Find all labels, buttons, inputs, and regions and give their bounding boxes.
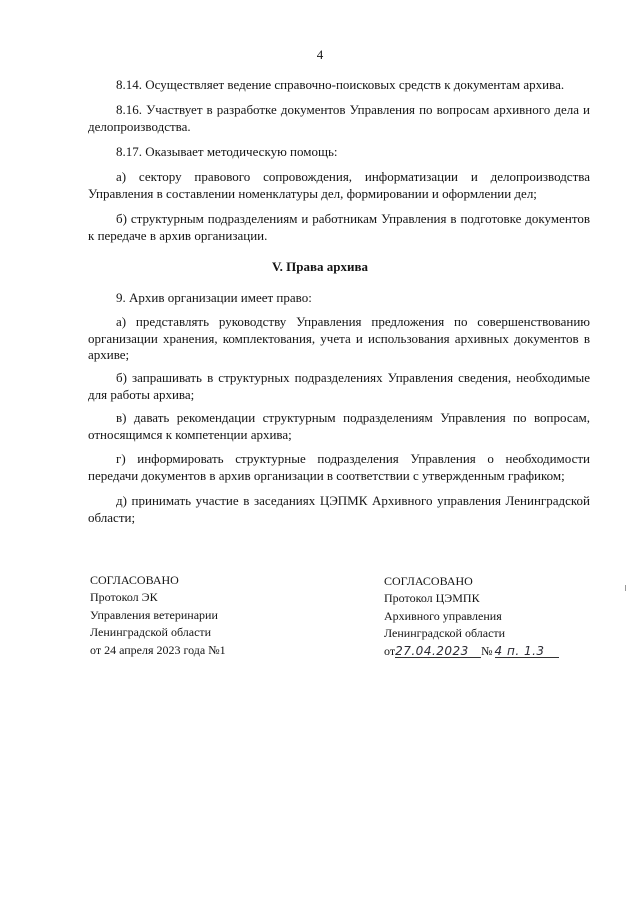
approval-block-left [90, 572, 226, 659]
approval-line: Архивного управления [384, 608, 502, 623]
paragraph-8-14 [88, 77, 590, 94]
approval-line: от 24 апреля 2023 года №1 [90, 642, 226, 657]
paragraph-9 [88, 290, 590, 307]
number-prefix: № [481, 643, 493, 658]
paragraph-text: д) принимать участие в заседаниях ЦЭПМК Архивного управления Ленинградской области; [88, 493, 590, 525]
section-heading: V. Права архива [271, 259, 369, 274]
paragraph-text: б) структурным подразделениям и работникам Управления в подготовке документов к передаче в архив организации. [88, 211, 590, 243]
approval-date-line [384, 643, 559, 660]
scan-mark [625, 585, 626, 591]
approval-line: Ленинградской области [384, 626, 506, 641]
approval-line: Протокол ЦЭМПК [384, 591, 480, 606]
approval-line: Протокол ЭК [90, 590, 158, 605]
paragraph-text: 8.16. Участвует в разработке документов Управления по вопросам архивного дела и делопроизводства. [88, 102, 590, 134]
approval-title: СОГЛАСОВАНО [384, 574, 473, 588]
paragraph-text: 8.14. Осуществляет ведение справочно-поисковых средств к документам архива. [116, 77, 565, 92]
handwritten-number-field [495, 643, 559, 658]
paragraph-text: 8.17. Оказывает методическую помощь: [116, 144, 338, 159]
paragraph-8-16 [88, 102, 590, 135]
paragraph-8-17 [88, 144, 590, 161]
paragraph-text: а) представлять руководству Управления предложения по совершенствованию организации хранения, комплектования, учета и использования архивных документов в архиве; [88, 314, 590, 362]
paragraph-text: г) информировать структурные подразделения Управления о необходимости передачи документов в архив организации в соответствии с утвержденным графиком; [88, 451, 590, 483]
paragraph-text: б) запрашивать в структурных подразделениях Управления сведения, необходимые для работы архива; [88, 370, 590, 402]
paragraph-9-b [88, 370, 590, 403]
paragraph-9-v [88, 410, 590, 443]
date-prefix: от [384, 643, 396, 658]
approval-block-right [384, 573, 559, 660]
handwritten-date: 27.04.2023 [395, 643, 469, 658]
approval-line: Управления ветеринарии [90, 607, 218, 622]
paragraph-8-17-b [88, 211, 590, 244]
approval-line: Ленинградской области [90, 625, 212, 640]
handwritten-date-field [395, 643, 481, 658]
paragraph-text: а) сектору правового сопровождения, информатизации и делопроизводства Управления в составлении номенклатуры дел, формировании и оформлении дел; [88, 169, 590, 201]
paragraph-text: в) давать рекомендации структурным подразделениям Управления по вопросам, относящимся к компетенции архива; [88, 410, 590, 442]
handwritten-number: 4 п. 1.3 [494, 643, 545, 658]
page-number: 4 [316, 47, 324, 62]
paragraph-9-d [88, 493, 590, 526]
paragraph-text: 9. Архив организации имеет право: [116, 290, 312, 305]
paragraph-8-17-a [88, 169, 590, 202]
approval-title: СОГЛАСОВАНО [90, 573, 179, 587]
paragraph-9-a [88, 314, 590, 364]
paragraph-9-g [88, 451, 590, 484]
